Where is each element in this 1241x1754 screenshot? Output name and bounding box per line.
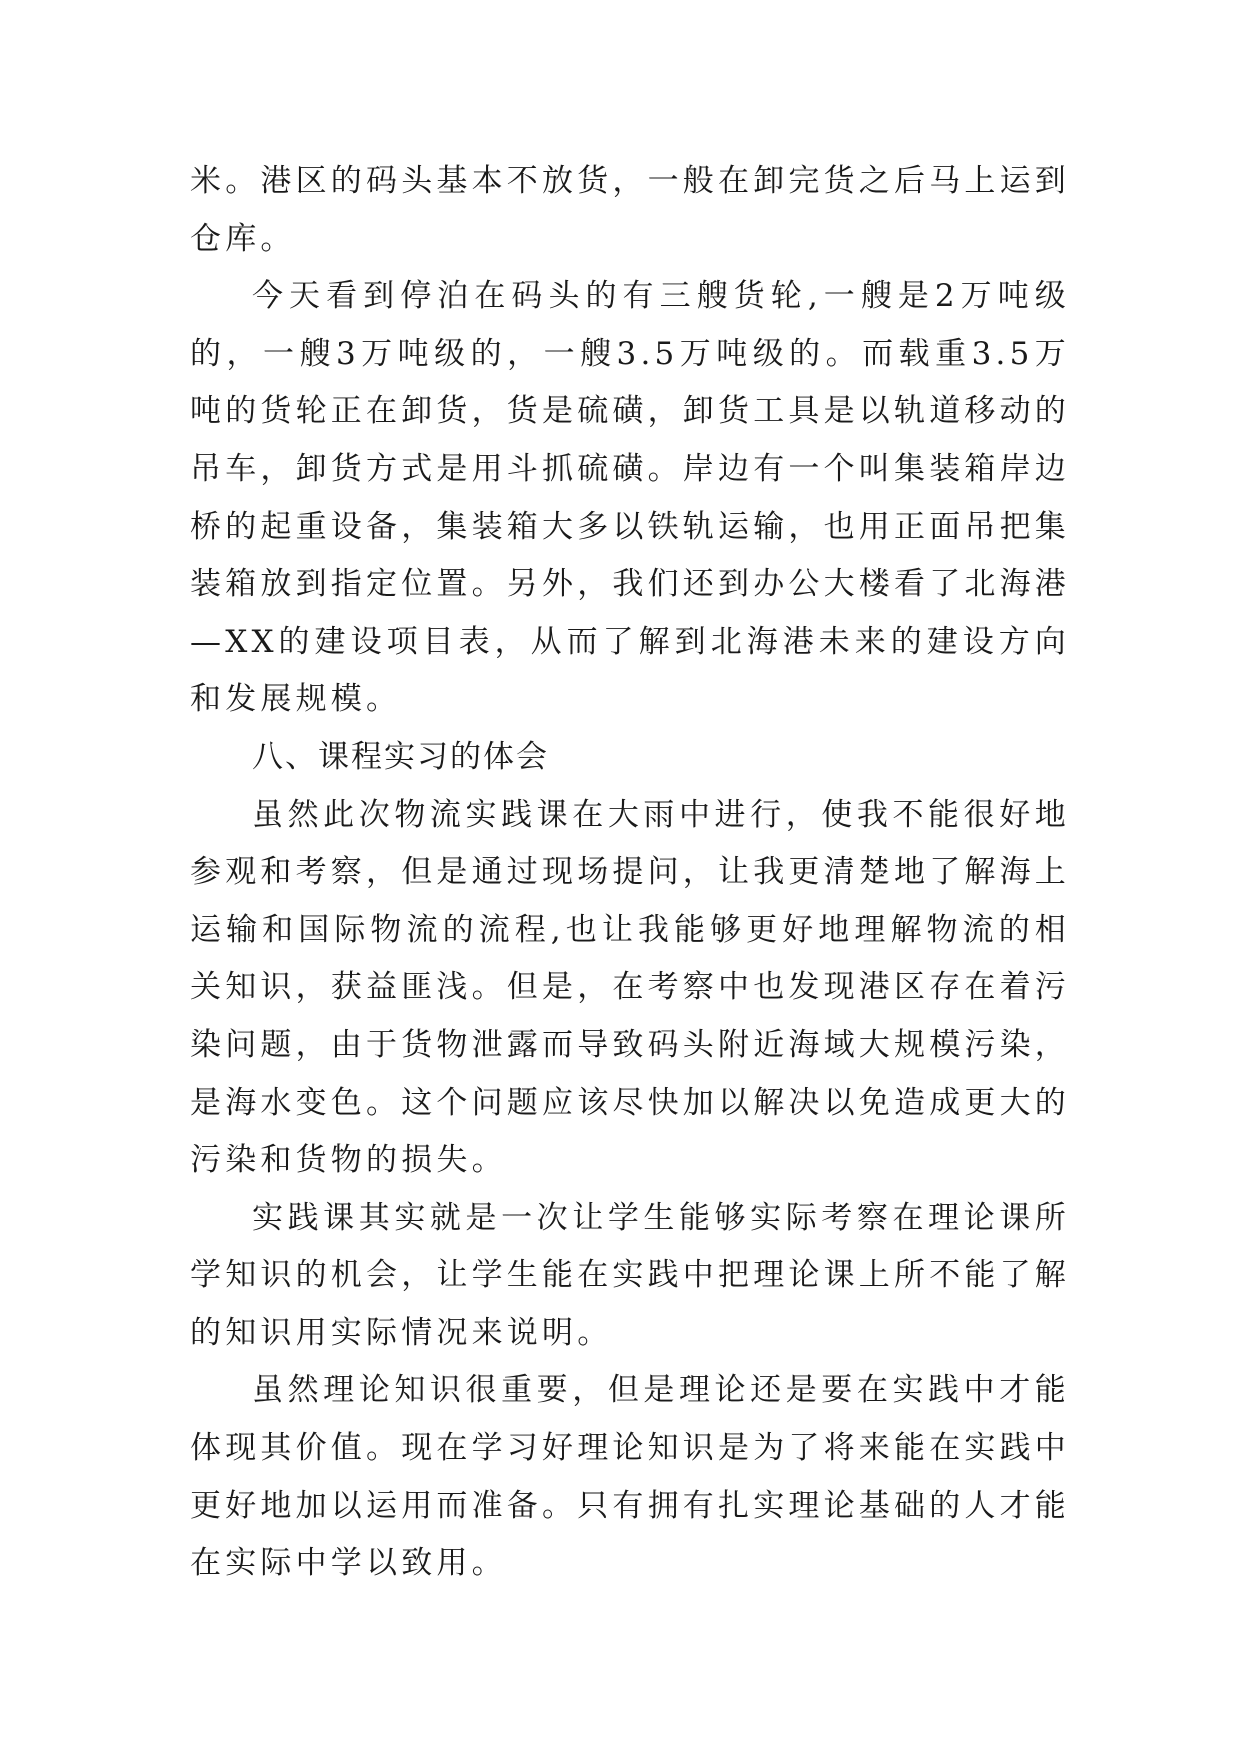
paragraph-reflection: 虽然此次物流实践课在大雨中进行，使我不能很好地参观和考察，但是通过现场提问，让我更清楚地了解海上运输和国际物流的流程,也让我能够更好地理解物流的相关知识，获益匪浅。但是，在考察中也发现港区存在着污染问题，由于货物泄露而导致码头附近海域大规模污染，是海水变色。这个问题应该尽快加以解决以免造成更大的污染和货物的损失。 — [190, 796, 1070, 1179]
paragraph-port-visit: 今天看到停泊在码头的有三艘货轮,一艘是2万吨级的，一艘3万吨级的，一艘3.5万吨级的。而载重3.5万吨的货轮正在卸货，货是硫磺，卸货工具是以轨道移动的吊车，卸货方式是用斗抓硫磺。岸边有一个叫集装箱岸边桥的起重设备，集装箱大多以铁轨运输，也用正面吊把集装箱放到指定位置。另外，我们还到办公大楼看了北海港—XX的建设项目表，从而了解到北海港未来的建设方向和发展规模。 — [190, 278, 1070, 718]
document-body — [190, 153, 1070, 1593]
section-heading: 八、课程实习的体会 — [252, 738, 549, 775]
paragraph-theory-value: 虽然理论知识很重要，但是理论还是要在实践中才能体现其价值。现在学习好理论知识是为了将来能在实践中更好地加以运用而准备。只有拥有扎实理论基础的人才能在实际中学以致用。 — [190, 1372, 1070, 1582]
paragraph-continuation: 米。港区的码头基本不放货，一般在卸完货之后马上运到仓库。 — [190, 163, 1070, 257]
paragraph-practice-meaning: 实践课其实就是一次让学生能够实际考察在理论课所学知识的机会，让学生能在实践中把理论课上所不能了解的知识用实际情况来说明。 — [190, 1199, 1070, 1351]
